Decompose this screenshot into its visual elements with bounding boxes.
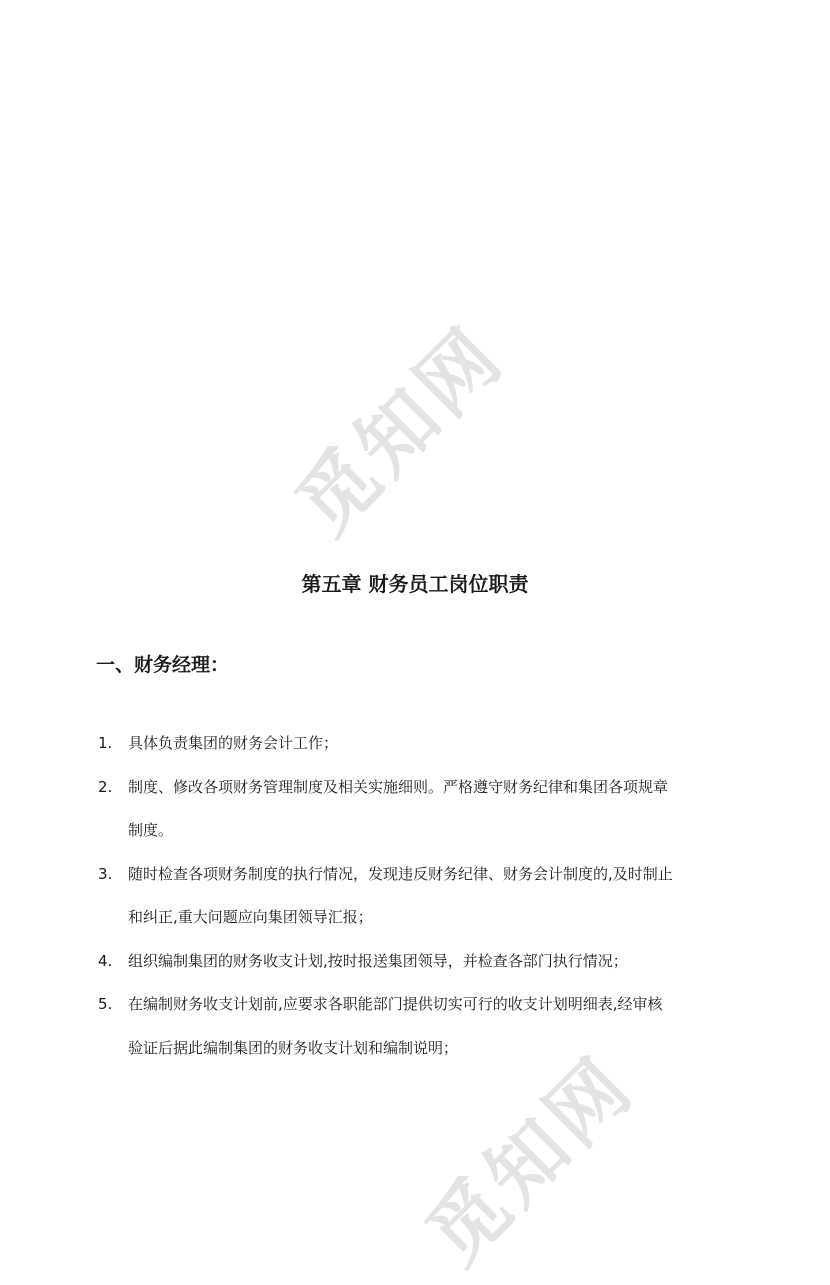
list-item [98,940,758,984]
text-line: 制度、修改各项财务管理制度及相关实施细则。严格遵守财务纪律和集团各项规章 [128,777,669,796]
text-line: 具体负责集团的财务会计工作； [128,734,339,752]
list-item [98,722,758,766]
list-item-text [128,853,758,940]
list-item-number: 3. [98,864,113,883]
text-line: 组织编制集团的财务收支计划,按时报送集团领导，并检查各部门执行情况； [128,951,628,970]
list-item [98,983,758,1070]
text-line: 制度。 [128,821,174,839]
duty-list [98,722,758,1070]
list-item-number: 2. [98,777,113,796]
text-line: 随时检查各项财务制度的执行情况，发现违反财务纪律、财务会计制度的,及时制止 [128,864,673,883]
list-item-number: 4. [98,951,113,970]
section-heading: 一、财务经理： [96,654,230,676]
text-line: 和纠正,重大问题应向集团领导汇报； [128,908,373,926]
watermark-bottom: 觅知网 [410,1040,652,1282]
list-item-number: 5. [98,995,113,1013]
text-line: 验证后据此编制集团的财务收支计划和编制说明； [128,1038,459,1057]
list-item-number: 1. [98,734,113,752]
list-item-text [128,940,758,984]
list-item-text [128,722,758,766]
watermark: 觅知网 [280,310,522,552]
list-item-text [128,766,758,853]
text-line: 在编制财务收支计划前,应要求各职能部门提供切实可行的收支计划明细表,经审核 [128,995,663,1013]
chapter-title: 第五章 财务员工岗位职责 [301,572,529,596]
list-item-text [128,983,758,1070]
list-item [98,853,758,940]
list-item [98,766,758,853]
